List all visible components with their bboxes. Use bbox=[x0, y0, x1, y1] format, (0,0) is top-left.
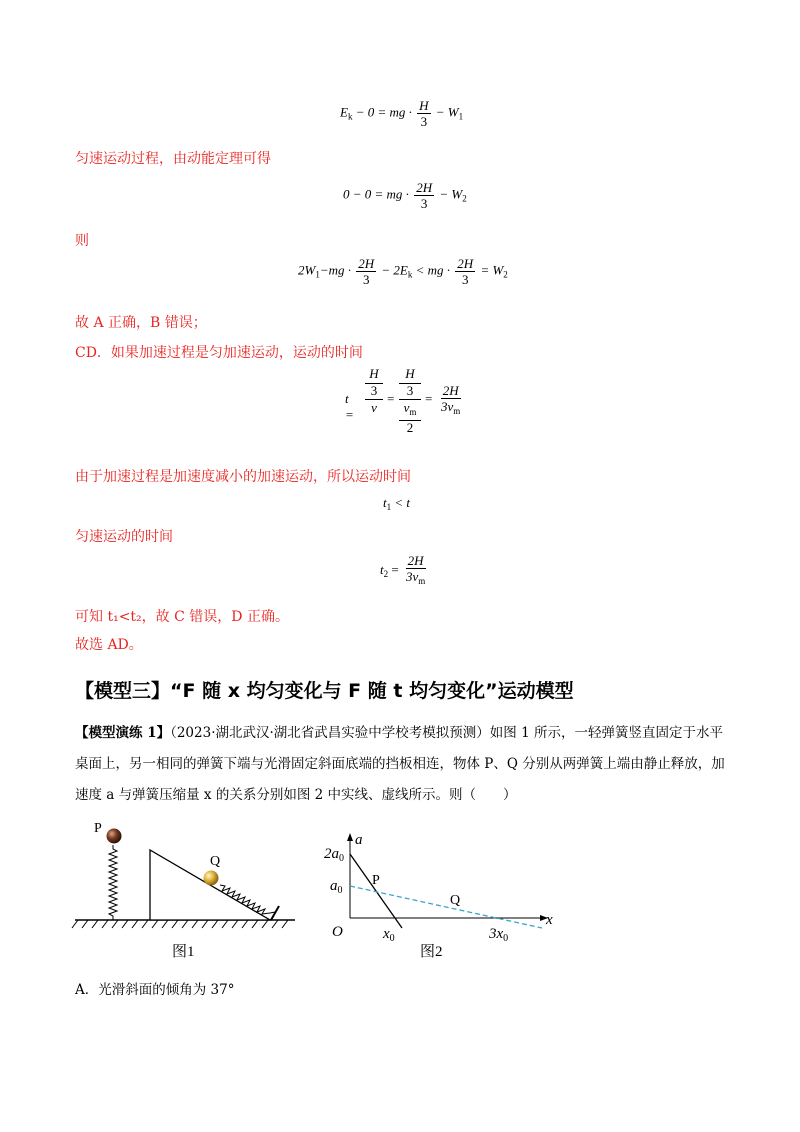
line-p bbox=[350, 854, 402, 928]
fraction: $\frac{2H}{3}$ bbox=[416, 180, 433, 211]
tick-a0 bbox=[330, 878, 343, 896]
label-q-curve: Q bbox=[450, 893, 461, 908]
y-axis-arrow bbox=[347, 833, 353, 841]
fraction: $\frac{H}{3}$ bbox=[419, 98, 429, 129]
equation-ek: $E_k - 0$ = mg · $\frac{H}{3}$ − $W_1$ bbox=[340, 98, 464, 129]
fraction: $\frac{2H}{3}$ bbox=[457, 256, 474, 287]
option-a: A．光滑斜面的倾角为 37° bbox=[75, 982, 235, 998]
tick-3x0 bbox=[488, 926, 508, 944]
figure-1-caption: 图1 bbox=[172, 944, 195, 960]
svg-text:x0: $x_0$ bbox=[383, 926, 395, 944]
tick-2a0 bbox=[324, 846, 344, 864]
text-conclusion-a: 故 A 正确，B 错误； bbox=[75, 315, 207, 331]
label-p: P bbox=[94, 821, 102, 836]
label-p-curve: P bbox=[372, 873, 380, 888]
text-conclusion-cd: 可知 t₁<t₂，故 C 错误，D 正确。 bbox=[75, 609, 289, 625]
label-q: Q bbox=[210, 854, 221, 869]
equation-zero: 0 − 0 = mg · $\frac{2H}{3}$ − $W_2$ bbox=[343, 180, 467, 211]
text-uniform-process: 匀速运动过程，由动能定理可得 bbox=[75, 151, 271, 167]
equation-t2: $t_2$ = $\frac{2H}{3v_m}$ bbox=[380, 553, 429, 589]
text-uniform-time: 匀速运动的时间 bbox=[75, 529, 173, 545]
axis-label-x: x bbox=[546, 912, 553, 928]
ground-hatch bbox=[72, 920, 288, 928]
figure-2 bbox=[320, 828, 560, 948]
figure-2-caption: 图2 bbox=[420, 944, 443, 960]
svg-text:a0: $a_0$ bbox=[330, 878, 343, 896]
problem-body: （2023·湖北武汉·湖北省武昌实验中学校考模拟预测）如图 1 所示，一轻弹簧竖直固定于水平桌面上，另一相同的弹簧下端与光滑固定斜面底端的挡板相连，物体 P、Q 分别从两弹簧上端由静止释放，加速度 a 与弹簧压缩量 x 的关系分别如图 2 中实线、虚线所示。则（ ） bbox=[75, 725, 725, 803]
vertical-spring bbox=[109, 845, 117, 920]
line-q bbox=[350, 886, 542, 928]
axis-label-a: a bbox=[355, 832, 363, 848]
text-decel: 由于加速过程是加速度减小的加速运动，所以运动时间 bbox=[75, 469, 411, 485]
origin-label: O bbox=[332, 924, 343, 940]
svg-text:2a0: $2a_0$ bbox=[324, 846, 344, 864]
svg-text:3x0: $3x_0$ bbox=[489, 926, 509, 944]
fraction: $\frac{2H}{3v_m}$ bbox=[441, 383, 461, 416]
text-then: 则 bbox=[75, 233, 89, 249]
fraction: $\frac{2H}{3v_m}$ bbox=[405, 553, 426, 586]
text-answer: 故选 AD。 bbox=[75, 637, 143, 653]
problem-text bbox=[75, 718, 735, 811]
ball-q bbox=[204, 871, 219, 886]
equation-inequality: $2W_1-mg$ · $\frac{2H}{3}$ − $2E_k$ < mg · $\frac{2H}{3}$ = $W_2$ bbox=[298, 256, 508, 287]
problem-tag: 【模型演练 1】 bbox=[75, 725, 171, 741]
equation-t1: $t_1 < t$ bbox=[383, 495, 411, 512]
fraction: $\frac{2H}{3}$ bbox=[358, 256, 375, 287]
ball-p bbox=[107, 829, 122, 844]
text-cd-intro: CD．如果加速过程是匀加速运动，运动的时间 bbox=[75, 345, 363, 361]
tick-x0 bbox=[382, 926, 395, 944]
section-heading: 【模型三】“F 随 x 均匀变化与 F 随 t 均匀变化”运动模型 bbox=[75, 680, 574, 702]
